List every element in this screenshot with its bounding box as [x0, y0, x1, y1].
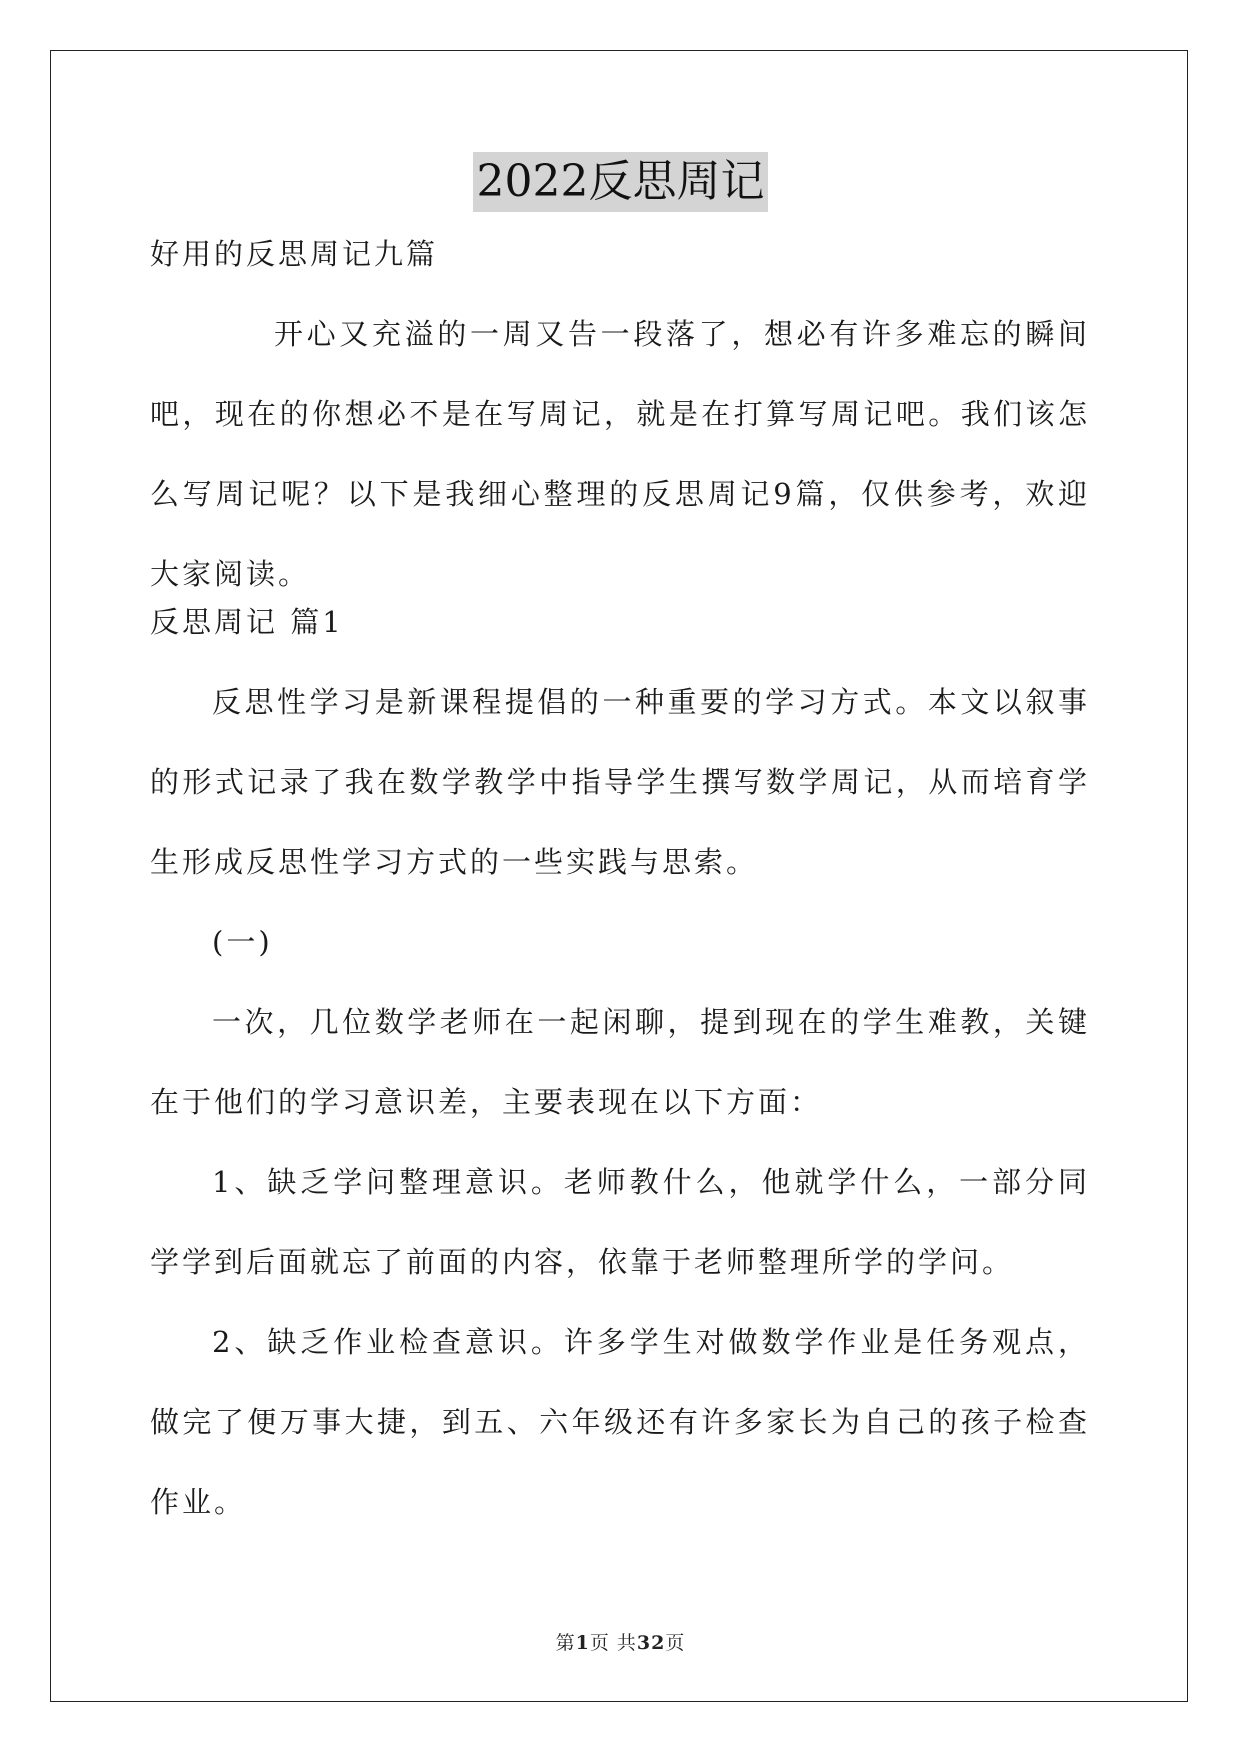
document-title: 2022反思周记	[473, 152, 769, 212]
document-subtitle: 好用的反思周记九篇	[150, 237, 439, 271]
section-body	[150, 582, 1090, 1542]
body-paragraph: 2、缺乏作业检查意识。许多学生对做数学作业是任务观点，做完了便万事大捷，到五、六年级还有许多家长为自己的孩子检查作业。	[150, 1325, 1090, 1519]
document-body	[150, 214, 1090, 614]
title-container	[0, 152, 1241, 212]
footer-total-pages: 32	[636, 1632, 666, 1654]
body-paragraph: 一次，几位数学老师在一起闲聊，提到现在的学生难教，关键在于他们的学习意识差，主要表现在以下方面：	[150, 1005, 1090, 1119]
footer-page-mid: 页 共	[589, 1632, 637, 1654]
body-paragraph: (一)	[212, 925, 273, 959]
intro-paragraph: 开心又充溢的一周又告一段落了，想必有许多难忘的瞬间吧，现在的你想必不是在写周记，就是在打算写周记吧。我们该怎么写周记呢？以下是我细心整理的反思周记9篇，仅供参考，欢迎大家阅读。	[150, 317, 1090, 591]
footer-current-page: 1	[575, 1632, 590, 1654]
body-paragraph: 1、缺乏学问整理意识。老师教什么，他就学什么，一部分同学学到后面就忘了前面的内容，依靠于老师整理所学的学问。	[150, 1165, 1090, 1279]
footer-page-suffix: 页	[665, 1632, 686, 1654]
body-paragraph: 反思性学习是新课程提倡的一种重要的学习方式。本文以叙事的形式记录了我在数学教学中指导学生撰写数学周记，从而培育学生形成反思性学习方式的一些实践与思索。	[150, 685, 1090, 879]
section-heading: 反思周记 篇1	[150, 605, 344, 639]
footer-page-prefix: 第	[555, 1632, 576, 1654]
page-footer	[0, 1628, 1241, 1655]
